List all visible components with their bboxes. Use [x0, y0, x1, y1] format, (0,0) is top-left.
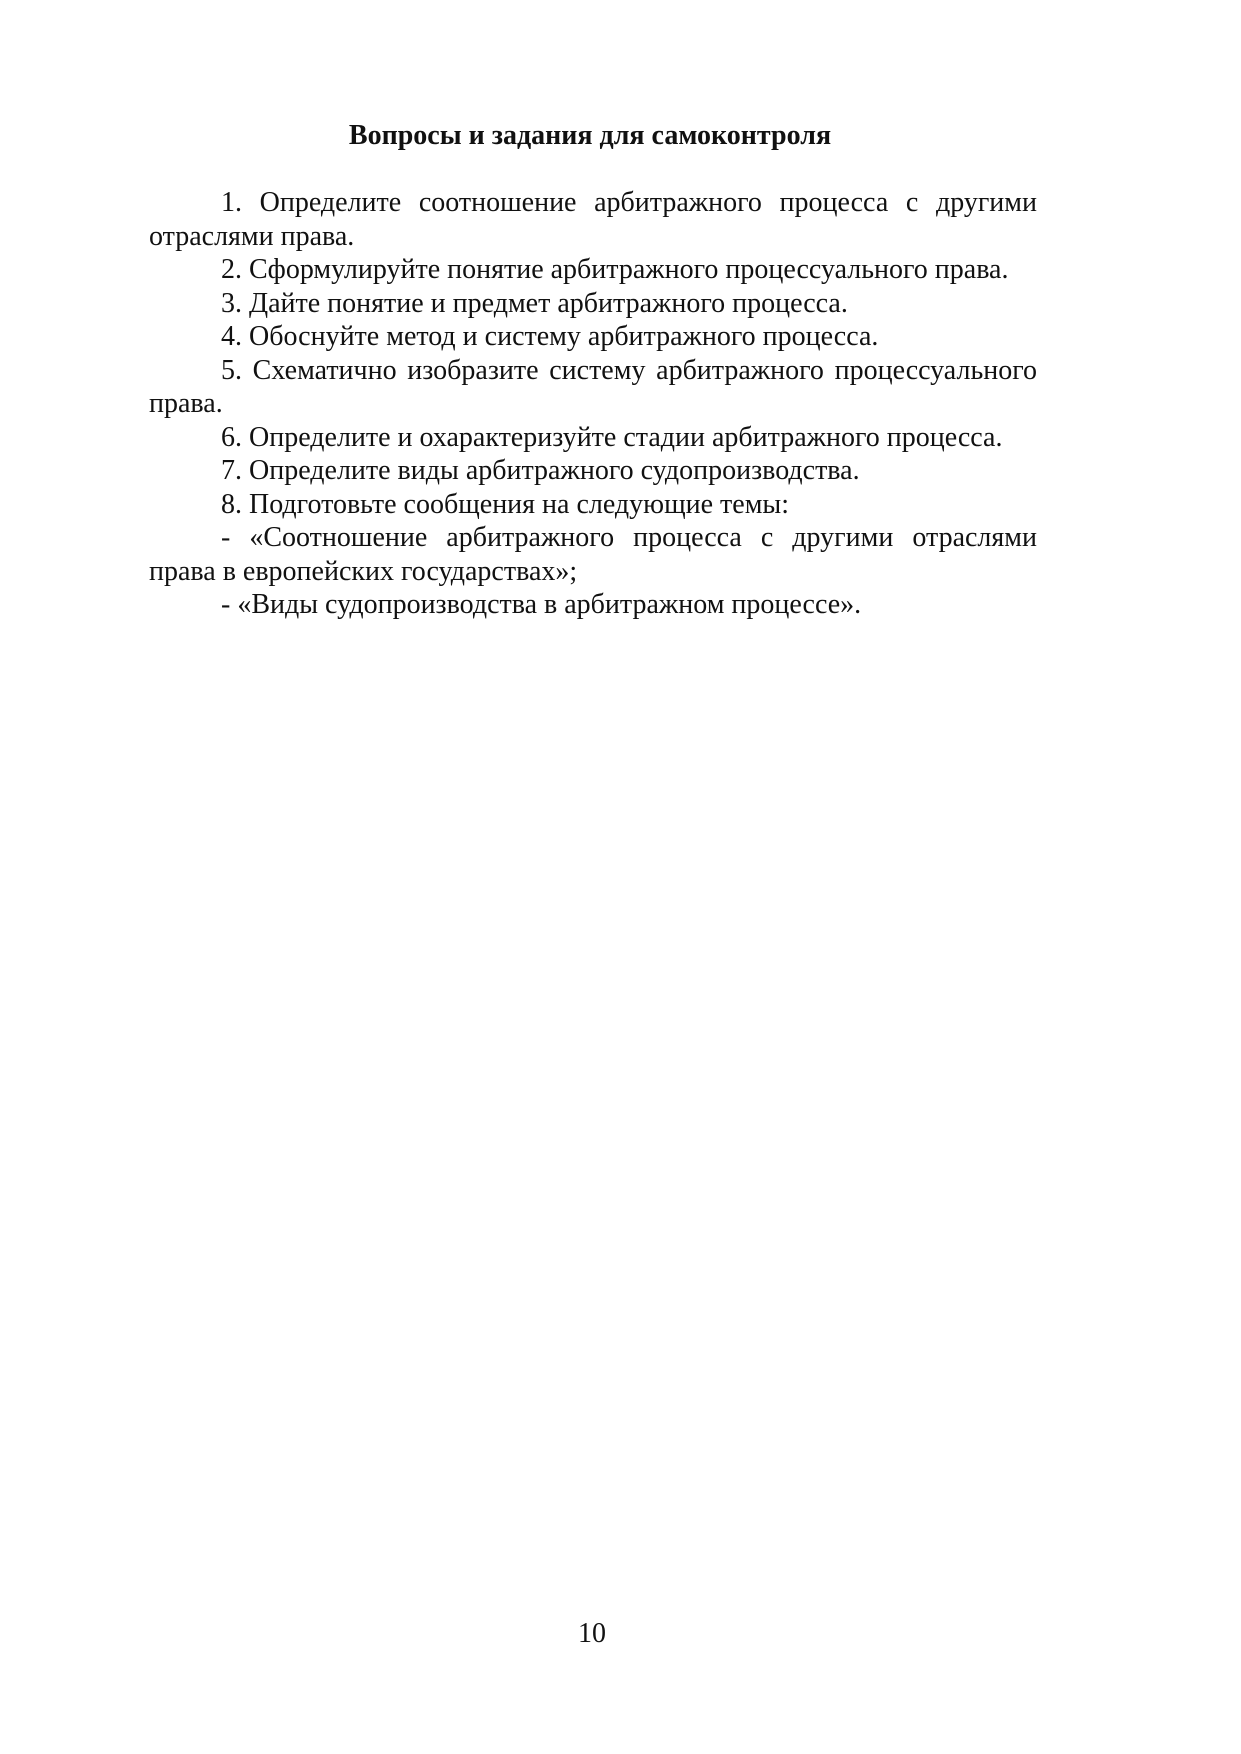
page-number: 10	[578, 1618, 606, 1649]
question-item-7: 7. Определите виды арбитражного судопроизводства.	[221, 455, 860, 486]
question-item-1: 1. Определите соотношение арбитражного процесса с другими отраслями права.	[149, 187, 1037, 252]
question-item-8: 8. Подготовьте сообщения на следующие темы:	[221, 488, 790, 520]
question-item-3: 3. Дайте понятие и предмет арбитражного процесса.	[221, 287, 848, 319]
question-item-6: 6. Определите и охарактеризуйте стадии арбитражного процесса.	[221, 421, 1003, 453]
question-item-4: 4. Обоснуйте метод и систему арбитражного процесса.	[221, 321, 879, 352]
questions-list	[149, 186, 1037, 622]
question-item-2: 2. Сформулируйте понятие арбитражного процессуального права.	[221, 254, 1009, 285]
topic-item-1: - «Соотношение арбитражного процесса с другими отраслями права в европейских государствах»;	[149, 522, 1037, 587]
page-title: Вопросы и задания для самоконтроля	[348, 120, 832, 151]
question-item-5: 5. Схематично изобразите систему арбитражного процессуального права.	[149, 354, 1037, 419]
topic-item-2: - «Виды судопроизводства в арбитражном процессе».	[221, 589, 862, 620]
